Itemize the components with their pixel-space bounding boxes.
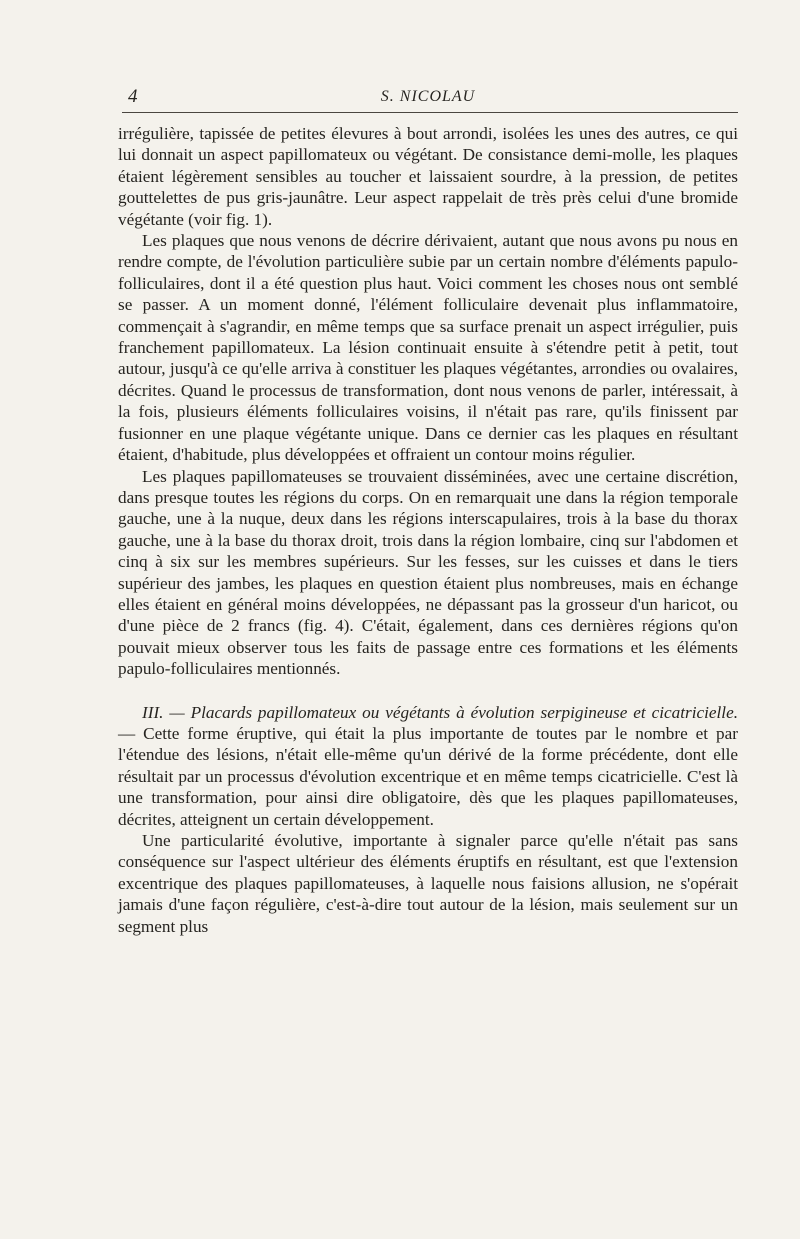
- paragraph-4-text: — Cette forme éruptive, qui était la plus importante de toutes par le nombre et par l'étendue des lésions, n'était elle-même qu'un dérivé de la forme précédente, dont elle résultait par un processus d'évolution excentrique et en même temps cicatricielle. C'est là une transformation, pour ainsi dire obligatoire, dès que les plaques papillomateuses, décrites, atteignent un certain développement.: [118, 723, 738, 829]
- running-head: [118, 78, 738, 112]
- paragraph-4: [118, 702, 738, 830]
- paragraph-5: Une particularité évolutive, importante à signaler parce qu'elle n'était pas sans conséquence sur l'aspect ultérieur des éléments éruptifs en résultant, est que l'extension excentrique des plaques papillomateuses, à laquelle nous faisions allusion, ne s'opérait jamais d'une façon régulière, c'est-à-dire tout autour de la lésion, mais seulement sur un segment plus: [118, 831, 738, 936]
- paragraph-3: Les plaques papillomateuses se trouvaient disséminées, avec une certaine discrétion, dans presque toutes les régions du corps. On en remarquait une dans la région temporale gauche, une à la nuque, deux dans les régions interscapulaires, trois à la base du thorax gauche, une à la base du thorax droit, trois dans la région lombaire, cinq sur l'abdomen et cinq à six sur les membres supérieurs. Sur les fesses, sur les cuisses et dans le tiers supérieur des jambes, les plaques en question étaient plus nombreuses, mais en échange elles étaient en général moins développées, ne dépassant pas la grosseur d'un haricot, ou d'une pièce de 2 francs (fig. 4). C'était, également, dans ces dernières régions qu'on pouvait mieux observer tous les faits de passage entre ces formations et les éléments papulo-folliculaires mentionnés.: [118, 466, 738, 679]
- header-rule: [122, 112, 738, 113]
- page-number: 4: [128, 86, 138, 107]
- running-head-author: S. NICOLAU: [380, 88, 476, 105]
- paragraph-1: irrégulière, tapissée de petites élevures à bout arrondi, isolées les unes des autres, ce qui lui donnait un aspect papillomateux ou végétant. De consistance demi-molle, les plaques étaient légèrement sensibles au toucher et laissaient sourdre, à la pression, de petites gouttelettes de pus gris-jaunâtre. Leur aspect rappelait de très près celui d'une bromide végétante (voir fig. 1).: [118, 124, 738, 229]
- book-page: [118, 78, 738, 937]
- body-text: [118, 123, 738, 937]
- paragraph-2: Les plaques que nous venons de décrire dérivaient, autant que nous avons pu nous en rendre compte, de l'évolution particulière subie par un certain nombre d'éléments papulo-folliculaires, dont il a été question plus haut. Voici comment les choses nous ont semblé se passer. A un moment donné, l'élément folliculaire devenait plus inflammatoire, commençait à s'agrandir, en même temps que sa surface prenait un aspect irrégulier, puis franchement papillomateux. La lésion continuait ensuite à s'étendre petit à petit, tout autour, jusqu'à ce qu'elle arriva à constituer les plaques végétantes, arrondies ou ovalaires, décrites. Quand le processus de transformation, dont nous venons de parler, intéressait, à la fois, plusieurs éléments folliculaires voisins, il n'était pas rare, qu'ils finissent par fusionner en une plaque végétante unique. Dans ce dernier cas les plaques en résultant étaient, d'habitude, plus développées et offraient un contour moins régulier.: [118, 231, 738, 465]
- section-heading: III. — Placards papillomateux ou végétants à évolution serpigineuse et cicatricielle.: [142, 702, 738, 722]
